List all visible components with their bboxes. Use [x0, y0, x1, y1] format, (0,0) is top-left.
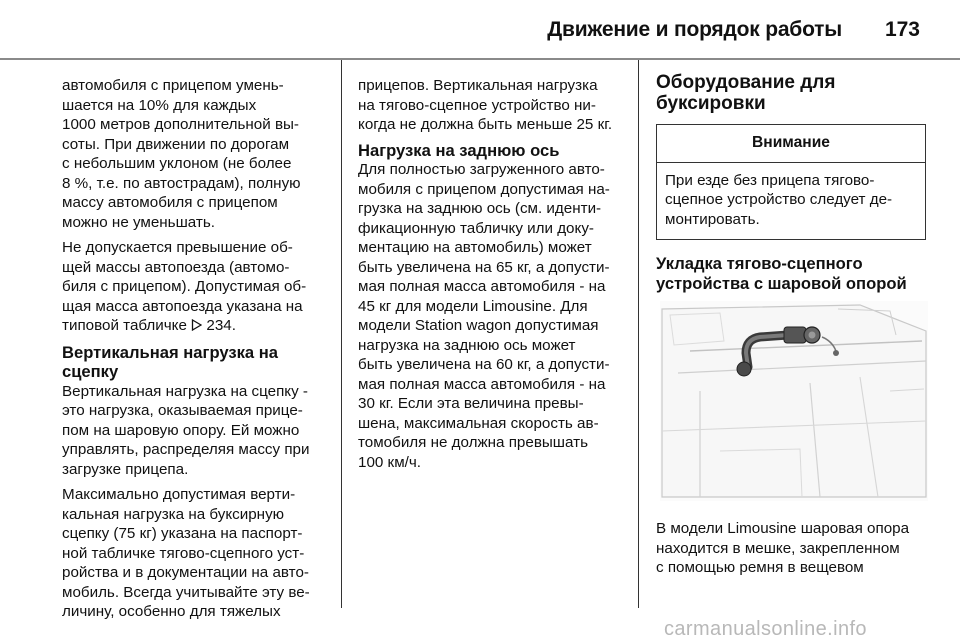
paragraph-tongue-load-max: Максимально допустимая верти- кальная нагрузка на буксирную сцепку (75 кг) указана на паспорт- ной табличке тягово-сцепного уст- ройства и в документации на авто- мобиль. Всегда учитывайте эту ве- личину, особенно для тяжелых — [62, 486, 310, 620]
paragraph-tongue-load-definition: Вертикальная нагрузка на сцепку - это нагрузка, оказываемая прице- пом на шаровую опору. Ей можно управлять, распределяя массу при загрузке прицепа. — [62, 382, 310, 478]
figure-caption: В модели Limousine шаровая опора находится в мешке, закрепленном с помощью ремня в вещевом — [656, 520, 910, 576]
paragraph-altitude: автомобиля с прицепом умень- шается на 10% для каждых 1000 метров дополнительной вы- соты. При движении по дорогам с небольшим уклоном (не более 8 %, т.е. по автострадам), полную массу автомобиля с прицепом можно не уменьшать. — [62, 77, 301, 231]
trunk-illustration-svg — [660, 301, 928, 501]
paragraph-gross-weight: Не допускается превышение об- щей массы автопоезда (автомо- биля с прицепом). Допустимая об- щая масса автопоезда указана на типовой табличке 234. — [62, 238, 332, 337]
heading-rear-axle-load: Нагрузка на заднюю ось — [358, 140, 560, 160]
column-1 — [62, 76, 332, 628]
site-watermark: carmanualsonline.info — [664, 618, 867, 640]
warning-notice-box — [656, 124, 926, 240]
column-3 — [656, 72, 928, 584]
page-reference-link[interactable]: 234. — [206, 317, 236, 334]
column-2 — [358, 76, 626, 478]
heading-towing-equipment: Оборудование для буксировки — [656, 72, 836, 114]
column-divider-2 — [638, 60, 639, 608]
paragraph-rear-axle-load: Для полностью загруженного авто- мобиля с прицепом допустимая на- грузка на заднюю ось (см. иденти- фикационную табличку или доку- ментацию на автомобиль) может быть увеличена на 65 кг, а допусти- мая полная масса автомобиля - на 45 кг для модели Limousine. Для модели Station wagon допустимая нагрузка на заднюю ось может быть увеличена на 60 кг, а допусти- мая полная масса автомобиля - на 30 кг. Если эта величина превы- шена, максимальная скорость ав- томобиля не должна превышать 100 км/ч. — [358, 161, 610, 471]
heading-ball-coupling-storage: Укладка тягово-сцепного устройства с шаровой опорой — [656, 254, 907, 293]
column-divider-1 — [341, 60, 342, 608]
heading-tongue-load: Вертикальная нагрузка на сцепку — [62, 342, 279, 381]
reference-triangle-icon[interactable] — [191, 317, 202, 337]
page-header — [0, 0, 960, 58]
running-title: Движение и порядок работы — [547, 18, 842, 41]
notice-title: Внимание — [657, 125, 925, 163]
trunk-illustration — [660, 301, 928, 501]
header-divider — [0, 58, 960, 60]
paragraph-tongue-load-min: прицепов. Вертикальная нагрузка на тягово-сцепное устройство ни- когда не должна быть меньше 25 кг. — [358, 77, 613, 133]
notice-body: При езде без прицепа тягово- сцепное устройство следует де- монтировать. — [665, 171, 893, 228]
page-number: 173 — [884, 18, 920, 41]
